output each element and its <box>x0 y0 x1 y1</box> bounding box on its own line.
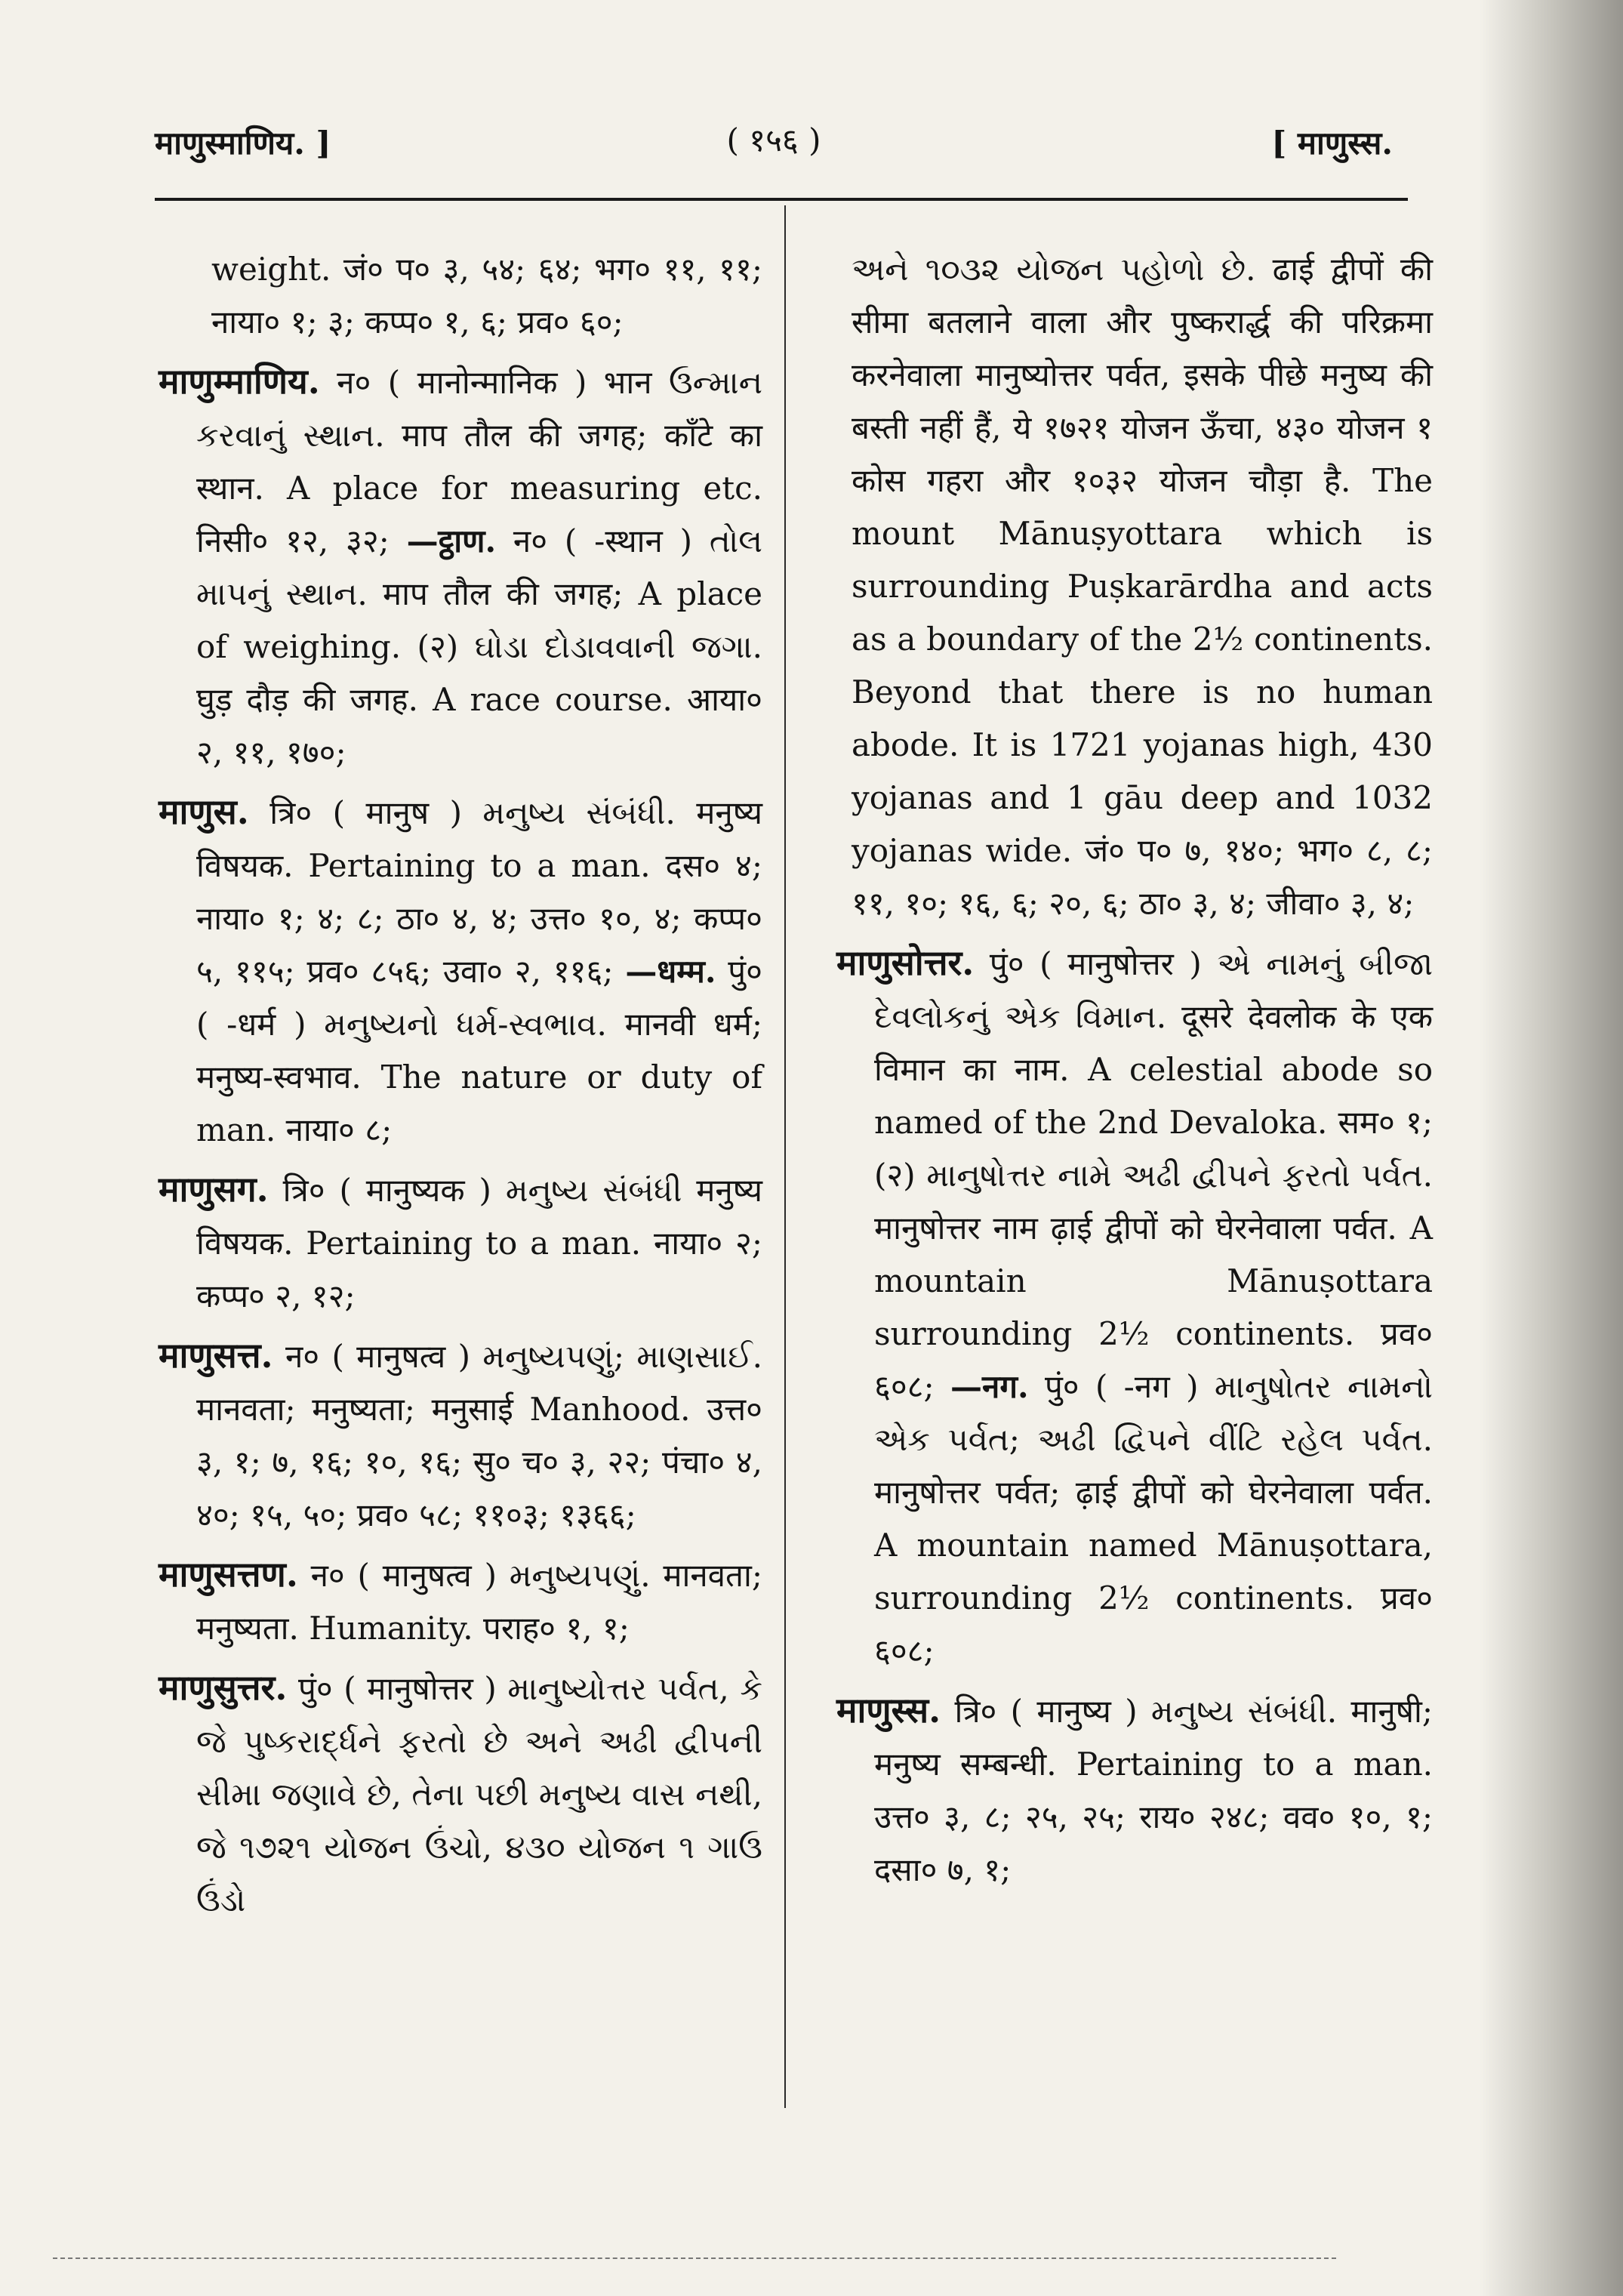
dictionary-entry <box>159 1661 762 1927</box>
dictionary-entry <box>159 355 762 779</box>
right-column <box>836 243 1433 1903</box>
headword: माणुसग. <box>159 1169 269 1210</box>
headword: माणुसुत्तर. <box>159 1667 288 1708</box>
entry-text: न० ( मानोन्मानिक ) भान ઉન્માન કરવાનું સ્થાન. माप तौल की जगह; काँटे का स्थान. A place for measuring etc. निसी० १२, ३२; <box>196 364 762 559</box>
entry-continuation <box>159 243 762 349</box>
column-divider <box>784 205 786 2108</box>
sub-entry-text: न० ( -स्थान ) તોલ માપનું સ્થાન. माप तौल की जगह; A place of weighing. (२) ઘોડા દોડાવવાની જગા. घुड़ दौड़ की जगह. A race course. आया० २, ११, १७०; <box>196 522 762 771</box>
dictionary-entry <box>159 1548 762 1655</box>
sub-headword: —नग. <box>950 1368 1029 1405</box>
entry-text: અને ૧૦૩૨ યોજન પહોળો છે. ढाई द्वीपों की सीमा बतलाने वाला और पुष्करार्द्ध की परिक्रमा करनेवाला मानुष्योत्तर पर्वत, इसके पीछे मनुष्य की बस्ती नहीं हैं, ये १७२१ योजन ऊँचा, ४३० योजन १ कोस गहरा और १०३२ योजन चौड़ा है. The mount Mānuṣyottara which is surrounding Puṣkarārdha and acts as a boundary of the 2½ continents. Beyond that there is no human abode. It is 1721 yojanas high, 430 yojanas and 1 gāu deep and 1032 yojanas wide. जं० प० ७, १४०; भग० ८, ८; ११, १०; १६, ६; २०, ६; ठा० ३, ४; जीवा० ३, ४; <box>852 251 1433 922</box>
entry-text: त्रि० ( मानुष्य ) મનુષ્ય સંબંધી. मानुषी; मनुष्य सम्बन्धी. Pertaining to a man. उत्त० ३, ८; २५, २५; राय० २४८; वव० १०, १; दसा० ७, १; <box>874 1693 1433 1888</box>
headword: माणुम्माणिय. <box>159 361 320 402</box>
headword: माणुसत्तण. <box>159 1554 298 1595</box>
footer-rule <box>53 2257 1336 2261</box>
dictionary-entry <box>159 1163 762 1323</box>
entry-continuation <box>836 243 1433 930</box>
running-header <box>155 113 1393 174</box>
headword: माणुसत्त. <box>159 1335 273 1376</box>
entry-text: न० ( मानुषत्व ) મનુષ્યપણું; માણસાઈ. मानवता; मनुष्यता; मनुसाई Manhood. उत्त० ३, १; ७, १६; १०, १६; सु० च० ३, २२; पंचा० ४, ४०; १५, ५०; प्रव० ५८; ११०३; १३६६; <box>196 1338 762 1533</box>
entry-text: त्रि० ( मानुष्यक ) મનુષ્ય સંબંધી मनुष्य विषयक. Pertaining to a man. नाया० २; कप्प० २, १२; <box>196 1172 762 1314</box>
sub-entry-text: पुं० ( -धर्म ) મનુષ્યનો ધર્મ-સ્વભાવ. मानवी धर्म; मनुष्य-स्वभाव. The nature or duty of man. नाया० ८; <box>196 953 762 1148</box>
sub-headword: —ट्ठाण. <box>406 522 497 559</box>
dictionary-entry <box>836 1684 1433 1897</box>
header-left-guideword: माणुस्माणिय. ] <box>155 125 331 162</box>
entry-text: न० ( मानुषत्व ) મનુષ્યપણું. मानवता; मनुष्यता. Humanity. पराह० १, १; <box>196 1557 762 1647</box>
headword: माणुस्स. <box>836 1690 941 1730</box>
header-rule <box>155 198 1408 201</box>
sub-entry-text: पुं० ( -नग ) માનુષોતર નામનો એક પર્વત; અઢી દ્વિપને વીંટિ રહેલ પર્વત. मानुषोत्तर पर्वत; ढ़ाई द्वीपों को घेरनेवाला पर्वत. A mountain named Mānuṣottara, surrounding 2½ continents. प्रव० ६०८; <box>874 1368 1433 1669</box>
page-number: ( १५६ ) <box>726 122 821 159</box>
dictionary-entry <box>836 936 1433 1678</box>
entry-text: पुं० ( मानुषोत्तर ) માનુષ્યોત્તર પર્વત, કે જે પુષ્કરાર્દ્ધને ફરતો છે અને અઢી દ્વીપની સીમા જણાવે છે, તેના પછી મનુષ્ય વાસ નથી, જે ૧૭૨૧ યોજન ઉંચો, ૪૩૦ યોજન ૧ ગાઉ ઉંડો <box>196 1670 762 1918</box>
dictionary-entry <box>159 1329 762 1542</box>
page-edge-shadow <box>1480 0 1623 2296</box>
entry-text: पुं० ( मानुषोत्तर ) એ નામનું બીજા દેવલોકનું એક વિમાન. दूसरे देवलोक के एक विमान का नाम. A celestial abode so named of the 2nd Devaloka. सम० १; (२) માનુષોત્તર નામે અઢી દ્વીપને ફરતો પર્વત. मानुषोत्तर नाम ढ़ाई द्वीपों को घेरनेवाला पर्वत. A mountain Mānuṣottara surrounding 2½ continents. प्रव० ६०८; <box>874 945 1433 1405</box>
left-column <box>159 243 762 1933</box>
headword: माणुसोत्तर. <box>836 942 975 983</box>
entry-text: त्रि० ( मानुष ) મનુષ્ય સંબંધી. मनुष्य विषयक. Pertaining to a man. दस० ४; नाया० १; ४; ८; ठा० ४, ४; उत्त० १०, ४; कप्प० ५, ११५; प्रव० ८५६; उवा० २, ११६; <box>196 794 762 990</box>
headword: माणुस. <box>159 791 249 832</box>
entry-text: weight. जं० प० ३, ५४; ६४; भग० ११, ११; नाया० १; ३; कप्प० १, ६; प्रव० ६०; <box>211 251 762 341</box>
dictionary-entry <box>159 785 762 1157</box>
header-right-guideword: [ माणुस्स. <box>1271 125 1393 162</box>
sub-headword: —धम्म. <box>625 953 716 990</box>
